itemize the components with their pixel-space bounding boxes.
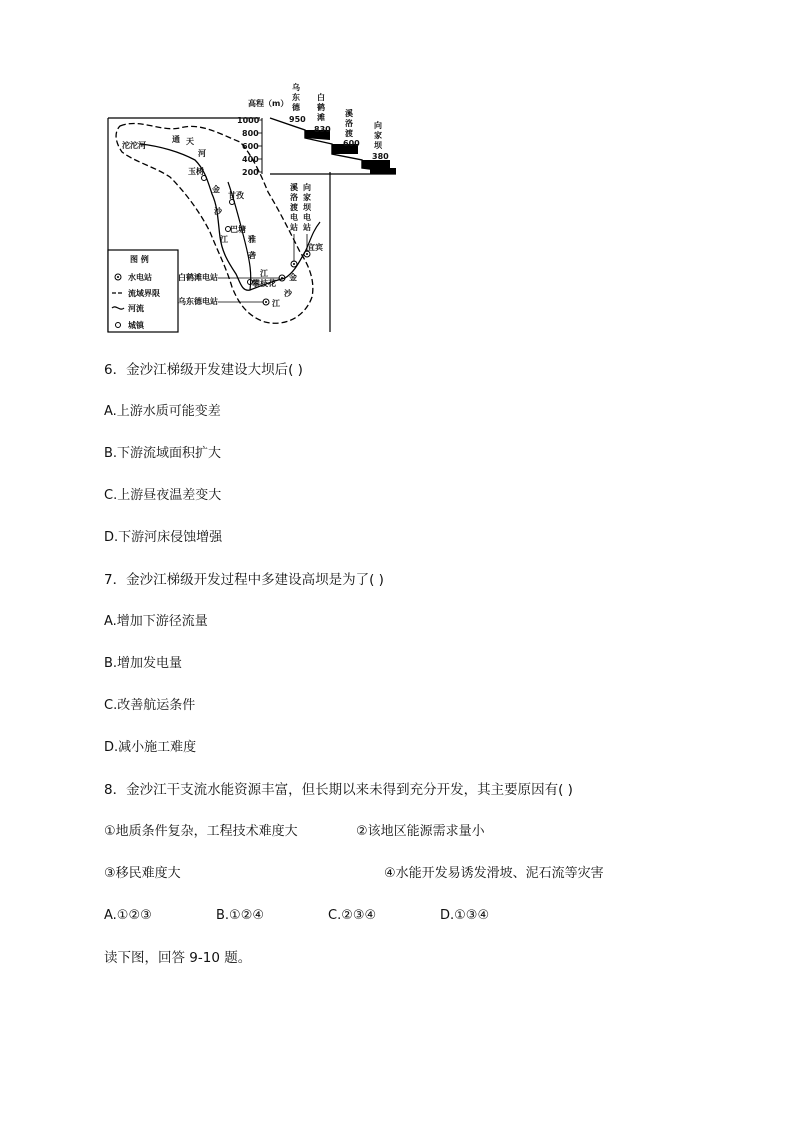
elev-tick-1000: 1000	[237, 116, 260, 125]
svg-text:溪: 溪	[290, 183, 298, 192]
question-8-stem: 8．金沙江干支流水能资源丰富，但长期以来未得到充分开发，其主要原因有( )	[104, 782, 573, 798]
legend-title: 图 例	[130, 255, 149, 264]
question-8-option-a: A.①②③	[104, 908, 152, 923]
question-8-statement-1: ①地质条件复杂，工程技术难度大	[104, 824, 298, 839]
station-xiluodu	[343, 108, 360, 148]
label-jin2: 金	[289, 273, 297, 282]
svg-text:坝: 坝	[303, 203, 311, 212]
station-uodongde	[289, 82, 306, 124]
svg-text:电: 电	[303, 213, 311, 222]
station-baihetan	[314, 92, 331, 134]
station-name-wudongde-1: 乌	[292, 83, 300, 92]
question-8-option-b: B.①②④	[216, 908, 265, 923]
svg-text:站: 站	[290, 223, 298, 232]
label-ya: 雅	[248, 235, 256, 244]
station-name-wudongde-2: 东	[292, 93, 300, 102]
elev-tick-800: 800	[242, 129, 259, 138]
label-yushu: 玉树	[188, 167, 204, 176]
label-sha: 沙	[214, 207, 222, 216]
label-sha2: 沙	[284, 289, 292, 298]
label-baihetan-station: 白鹤滩电站	[178, 273, 218, 282]
svg-text:家: 家	[303, 193, 311, 202]
legend-item-town: 城镇	[128, 321, 144, 330]
elev-tick-400: 400	[242, 155, 259, 164]
question-6-stem: 6．金沙江梯级开发建设大坝后( )	[104, 362, 303, 378]
station-name-baihetan-2: 鹤	[317, 103, 325, 112]
jinsha-river-figure	[100, 82, 400, 338]
legend-item-boundary: 流域界限	[128, 289, 160, 298]
label-tong: 通	[172, 135, 180, 144]
label-he: 河	[198, 149, 206, 158]
label-jiang3: 江	[272, 299, 280, 308]
station-name-xiluodu-2: 洛	[345, 119, 353, 128]
station-name-xiangjiaba-1: 向	[374, 121, 382, 130]
question-7-stem: 7．金沙江梯级开发过程中多建设高坝是为了( )	[104, 572, 384, 588]
elevation-profile	[237, 82, 396, 177]
label-jiang: 江	[220, 235, 228, 244]
station-name-xiluodu-1: 溪	[345, 109, 353, 118]
legend-item-river: 河流	[128, 304, 144, 313]
question-8-option-d: D.①③④	[440, 908, 490, 923]
question-6-option-b: B.下游流域面积扩大	[104, 446, 222, 461]
svg-text:向: 向	[303, 183, 311, 192]
map-and-profile	[100, 82, 400, 338]
elev-axis-title: 高程（m）	[248, 99, 289, 108]
station-xiangjiaba	[372, 120, 389, 161]
label-jiang2: 江	[260, 269, 268, 278]
question-8-statement-2: ②该地区能源需求量小	[356, 824, 485, 839]
question-8-option-c: C.②③④	[328, 908, 377, 923]
label-batang: 巴塘	[230, 225, 246, 234]
svg-text:渡: 渡	[290, 203, 298, 212]
question-8-statement-4: ④水能开发易诱发滑坡、泥石流等灾害	[384, 866, 604, 881]
elev-tick-200: 200	[242, 168, 259, 177]
station-name-xiangjiaba-2: 家	[374, 131, 382, 140]
station-name-baihetan-1: 白	[317, 93, 325, 102]
station-name-xiluodu-3: 渡	[345, 129, 353, 138]
legend	[108, 250, 178, 332]
question-6-option-a: A.上游水质可能变差	[104, 404, 221, 419]
svg-text:站: 站	[303, 223, 311, 232]
legend-item-hydropower: 水电站	[128, 273, 152, 282]
label-yibin: 宜宾	[307, 243, 323, 252]
map-label-xiangjiaba-vertical	[303, 182, 312, 232]
svg-text:电: 电	[290, 213, 298, 222]
elev-tick-600: 600	[242, 142, 259, 151]
map-label-xiluodu-vertical	[290, 182, 298, 232]
label-long: 砻	[248, 251, 256, 260]
station-name-wudongde-3: 德	[292, 103, 300, 112]
svg-text:洛: 洛	[290, 193, 298, 202]
question-7-option-c: C.改善航运条件	[104, 698, 196, 713]
question-6-option-c: C.上游昼夜温差变大	[104, 488, 222, 503]
station-elev-wudongde: 950	[289, 115, 306, 124]
read-instruction: 读下图，回答 9-10 题。	[104, 950, 252, 966]
question-7-option-b: B.增加发电量	[104, 656, 183, 671]
station-elev-baihetan: 830	[314, 125, 331, 134]
label-ganzi: 甘孜	[228, 191, 244, 200]
label-wudongde-station: 乌东德电站	[178, 297, 218, 306]
station-elev-xiluodu: 600	[343, 139, 360, 148]
label-tian: 天	[186, 137, 194, 146]
question-7-option-a: A.增加下游径流量	[104, 614, 208, 629]
label-panzhihua: 攀枝花	[252, 279, 276, 288]
question-7-option-d: D.减小施工难度	[104, 740, 197, 755]
question-6-option-d: D.下游河床侵蚀增强	[104, 530, 223, 545]
label-jin: 金	[212, 185, 220, 194]
station-name-xiangjiaba-3: 坝	[374, 141, 382, 150]
station-name-baihetan-3: 滩	[317, 113, 325, 122]
label-tuotuohe: 沱沱河	[122, 141, 146, 150]
question-8-statement-3: ③移民难度大	[104, 866, 181, 881]
station-elev-xiangjiaba: 380	[372, 152, 389, 161]
